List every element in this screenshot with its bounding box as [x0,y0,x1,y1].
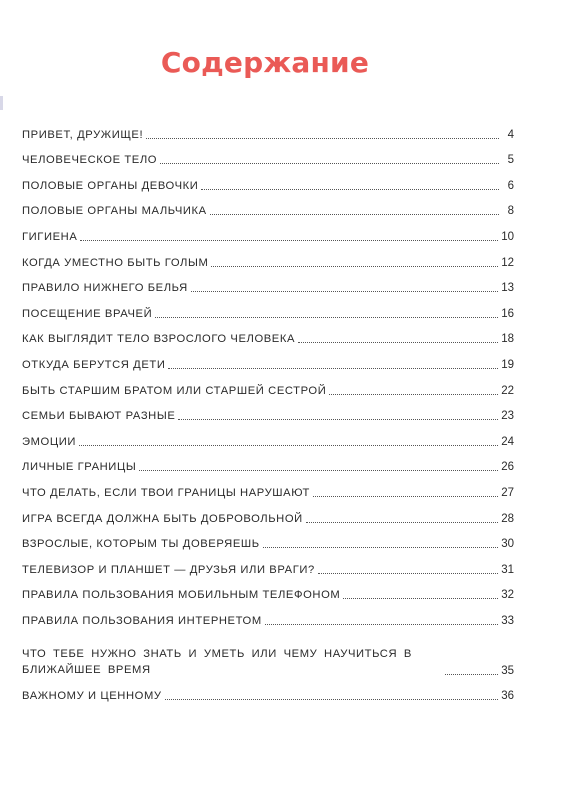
toc-entry[interactable] [22,551,514,577]
toc-entry[interactable] [22,167,514,193]
toc-dot-leader [329,394,498,395]
toc-dot-leader [313,496,498,497]
toc-dot-leader [318,573,498,574]
toc-dot-leader [306,522,498,523]
toc-entry-page: 16 [501,307,514,320]
page-edge-mark [0,96,3,110]
toc-entry[interactable] [22,678,514,704]
toc-entry-label: ПОСЕЩЕНИЕ ВРАЧЕЙ [22,307,153,320]
toc-entry[interactable] [22,500,514,526]
toc-entry-page: 35 [501,664,514,677]
toc-entry[interactable] [22,628,514,678]
toc-entry-label: БЫТЬ СТАРШИМ БРАТОМ ИЛИ СТАРШЕЙ СЕСТРОЙ [22,384,327,397]
toc-entry-page: 4 [507,128,514,141]
toc-entry[interactable] [22,244,514,270]
toc-entry-page: 5 [507,154,514,167]
toc-dot-leader [211,266,498,267]
toc-dot-leader [201,189,499,190]
toc-entry-page: 27 [501,486,514,499]
toc-entry-page: 26 [501,461,514,474]
toc-entry-page: 36 [501,690,514,703]
toc-entry-label: КАК ВЫГЛЯДИТ ТЕЛО ВЗРОСЛОГО ЧЕЛОВЕКА [22,333,296,346]
toc-entry[interactable] [22,474,514,500]
toc-entry[interactable] [22,398,514,424]
toc-dot-leader [79,445,498,446]
toc-dot-leader [139,470,498,471]
toc-entry-label: ЧТО ДЕЛАТЬ, ЕСЛИ ТВОИ ГРАНИЦЫ НАРУШАЮТ [22,486,310,499]
page-title: Содержание [160,46,370,79]
toc-entry-label: ПРАВИЛО НИЖНЕГО БЕЛЬЯ [22,282,188,295]
toc-entry[interactable] [22,218,514,244]
toc-entry[interactable] [22,321,514,347]
toc-entry-page: 30 [501,538,514,551]
toc-dot-leader [265,624,498,625]
toc-entry-label: ВЗРОСЛЫЕ, КОТОРЫМ ТЫ ДОВЕРЯЕШЬ [22,538,260,551]
table-of-contents [22,116,514,703]
toc-entry-page: 19 [501,358,514,371]
toc-entry-page: 28 [501,512,514,525]
toc-entry-page: 22 [501,384,514,397]
toc-dot-leader [165,699,499,700]
toc-entry-label: ПОЛОВЫЕ ОРГАНЫ МАЛЬЧИКА [22,205,207,218]
toc-entry-label: СЕМЬИ БЫВАЮТ РАЗНЫЕ [22,410,176,423]
toc-entry-label: ЧЕЛОВЕЧЕСКОЕ ТЕЛО [22,154,158,167]
toc-dot-leader [178,419,498,420]
toc-entry-page: 10 [501,230,514,243]
toc-dot-leader [146,138,499,139]
toc-entry-page: 33 [501,614,514,627]
toc-entry[interactable] [22,142,514,168]
toc-entry-page: 23 [501,410,514,423]
toc-entry[interactable] [22,295,514,321]
toc-dot-leader [160,163,499,164]
toc-entry-label: ГИГИЕНА [22,230,78,243]
toc-entry[interactable] [22,116,514,142]
toc-entry-label: КОГДА УМЕСТНО БЫТЬ ГОЛЫМ [22,256,209,269]
toc-entry-page: 31 [501,563,514,576]
toc-dot-leader [343,598,498,599]
toc-entry[interactable] [22,577,514,603]
toc-entry-label: ЧТО ТЕБЕ НУЖНО ЗНАТЬ И УМЕТЬ ИЛИ ЧЕМУ НАУЧИТЬСЯ В БЛИЖАЙШЕЕ ВРЕМЯ [22,647,412,676]
toc-entry-label: ПОЛОВЫЕ ОРГАНЫ ДЕВОЧКИ [22,179,199,192]
toc-dot-leader [80,240,498,241]
toc-entry-label: ВАЖНОМУ И ЦЕННОМУ [22,690,162,703]
toc-dot-leader [155,317,498,318]
toc-entry-page: 32 [501,589,514,602]
toc-entry[interactable] [22,346,514,372]
toc-entry-label: ПРАВИЛА ПОЛЬЗОВАНИЯ МОБИЛЬНЫМ ТЕЛЕФОНОМ [22,589,341,602]
toc-entry-page: 24 [501,435,514,448]
toc-entry[interactable] [22,372,514,398]
toc-entry[interactable] [22,193,514,219]
toc-dot-leader [445,674,498,675]
toc-dot-leader [191,291,498,292]
toc-entry[interactable] [22,449,514,475]
toc-entry-page: 13 [501,282,514,295]
toc-entry-page: 18 [501,333,514,346]
toc-entry-page: 6 [507,179,514,192]
toc-entry[interactable] [22,270,514,296]
toc-dot-leader [263,547,498,548]
toc-entry-label: ИГРА ВСЕГДА ДОЛЖНА БЫТЬ ДОБРОВОЛЬНОЙ [22,512,303,525]
toc-dot-leader [168,368,498,369]
toc-entry-label: ОТКУДА БЕРУТСЯ ДЕТИ [22,358,166,371]
toc-entry[interactable] [22,526,514,552]
toc-entry-label: ПРИВЕТ, ДРУЖИЩЕ! [22,128,144,141]
toc-dot-leader [298,342,498,343]
toc-entry[interactable] [22,602,514,628]
toc-entry[interactable] [22,423,514,449]
toc-dot-leader [210,214,499,215]
toc-entry-label: ЭМОЦИИ [22,435,77,448]
toc-entry-label: ТЕЛЕВИЗОР И ПЛАНШЕТ — ДРУЗЬЯ ИЛИ ВРАГИ? [22,563,315,576]
toc-entry-page: 8 [507,205,514,218]
toc-entry-label: ЛИЧНЫЕ ГРАНИЦЫ [22,461,137,474]
toc-entry-label: ПРАВИЛА ПОЛЬЗОВАНИЯ ИНТЕРНЕТОМ [22,614,262,627]
toc-entry-page: 12 [501,256,514,269]
